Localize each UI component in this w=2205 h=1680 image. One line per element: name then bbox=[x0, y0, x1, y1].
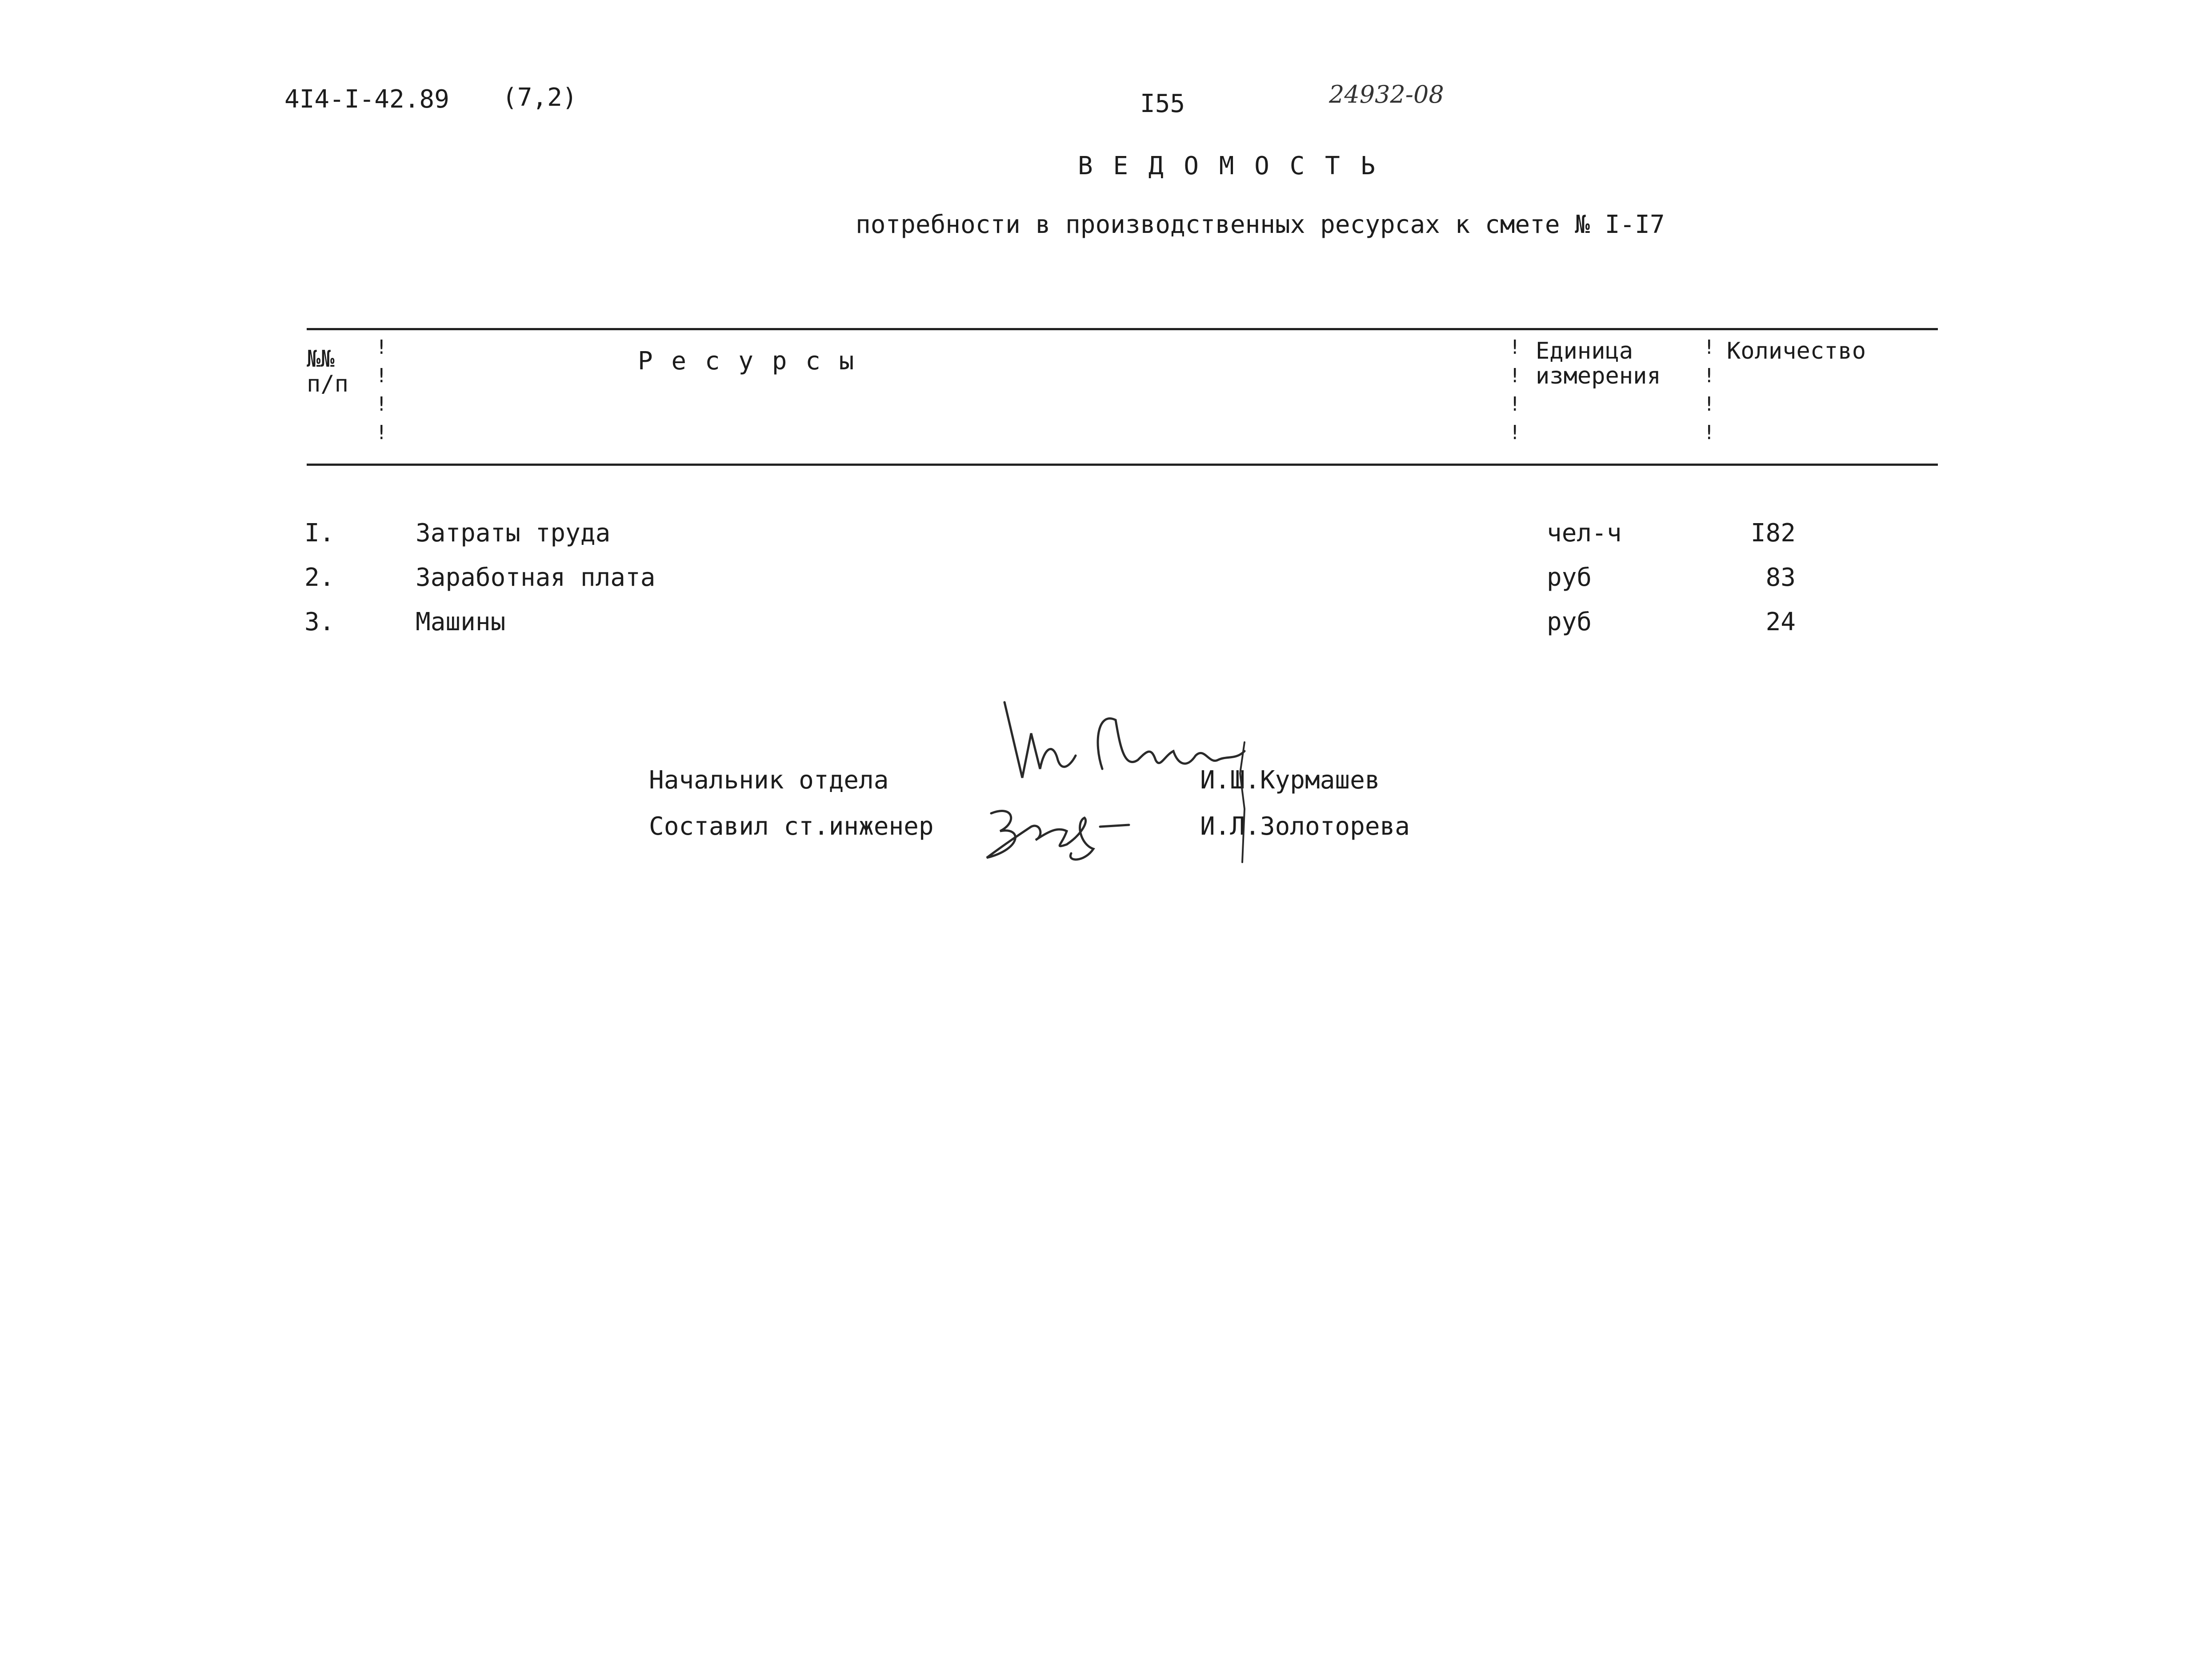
row-quantity: I82 bbox=[1750, 519, 1796, 548]
row-unit: руб bbox=[1547, 608, 1592, 636]
page-subtitle: потребности в производственных ресурсах к смете № I-I7 bbox=[856, 210, 1665, 239]
signatory-name-head: И.Ш.Курмашев bbox=[1200, 766, 1380, 795]
row-quantity: 24 bbox=[1765, 608, 1796, 636]
document-part: (7,2) bbox=[502, 83, 577, 112]
row-number: 3. bbox=[304, 608, 335, 636]
row-resource: Затраты труда bbox=[416, 519, 611, 548]
row-number: 2. bbox=[304, 563, 335, 592]
row-unit: чел-ч bbox=[1547, 519, 1622, 548]
signatory-name-compiler: И.Л.Золоторева bbox=[1200, 812, 1410, 841]
table-top-rule bbox=[307, 328, 1938, 330]
row-number: I. bbox=[304, 519, 335, 548]
header-quantity: Количество bbox=[1727, 338, 1866, 364]
row-resource: Машины bbox=[416, 608, 506, 636]
column-separator-3: ! ! ! ! bbox=[1703, 336, 1715, 444]
row-unit: руб bbox=[1547, 563, 1592, 592]
header-unit: Единица измерения bbox=[1536, 338, 1661, 389]
table-header-bottom-rule bbox=[307, 464, 1938, 466]
signatory-role-head: Начальник отдела bbox=[649, 766, 889, 795]
handwritten-signature-compiler bbox=[978, 796, 1147, 867]
column-separator-1: ! ! ! ! bbox=[376, 336, 388, 444]
header-number: №№ п/п bbox=[307, 346, 348, 397]
row-quantity: 83 bbox=[1765, 563, 1796, 592]
header-resources: Р е с у р с ы bbox=[638, 347, 856, 376]
column-separator-2: ! ! ! ! bbox=[1509, 336, 1521, 444]
page-number: I55 bbox=[1140, 89, 1185, 118]
document-code: 4I4-I-42.89 bbox=[284, 85, 449, 114]
row-resource: Заработная плата bbox=[416, 563, 656, 592]
signatory-role-compiler: Составил ст.инженер bbox=[649, 812, 934, 841]
handwritten-code: 24932-08 bbox=[1329, 80, 1444, 108]
page-title: В Е Д О М О С Т Ь bbox=[1078, 152, 1378, 180]
